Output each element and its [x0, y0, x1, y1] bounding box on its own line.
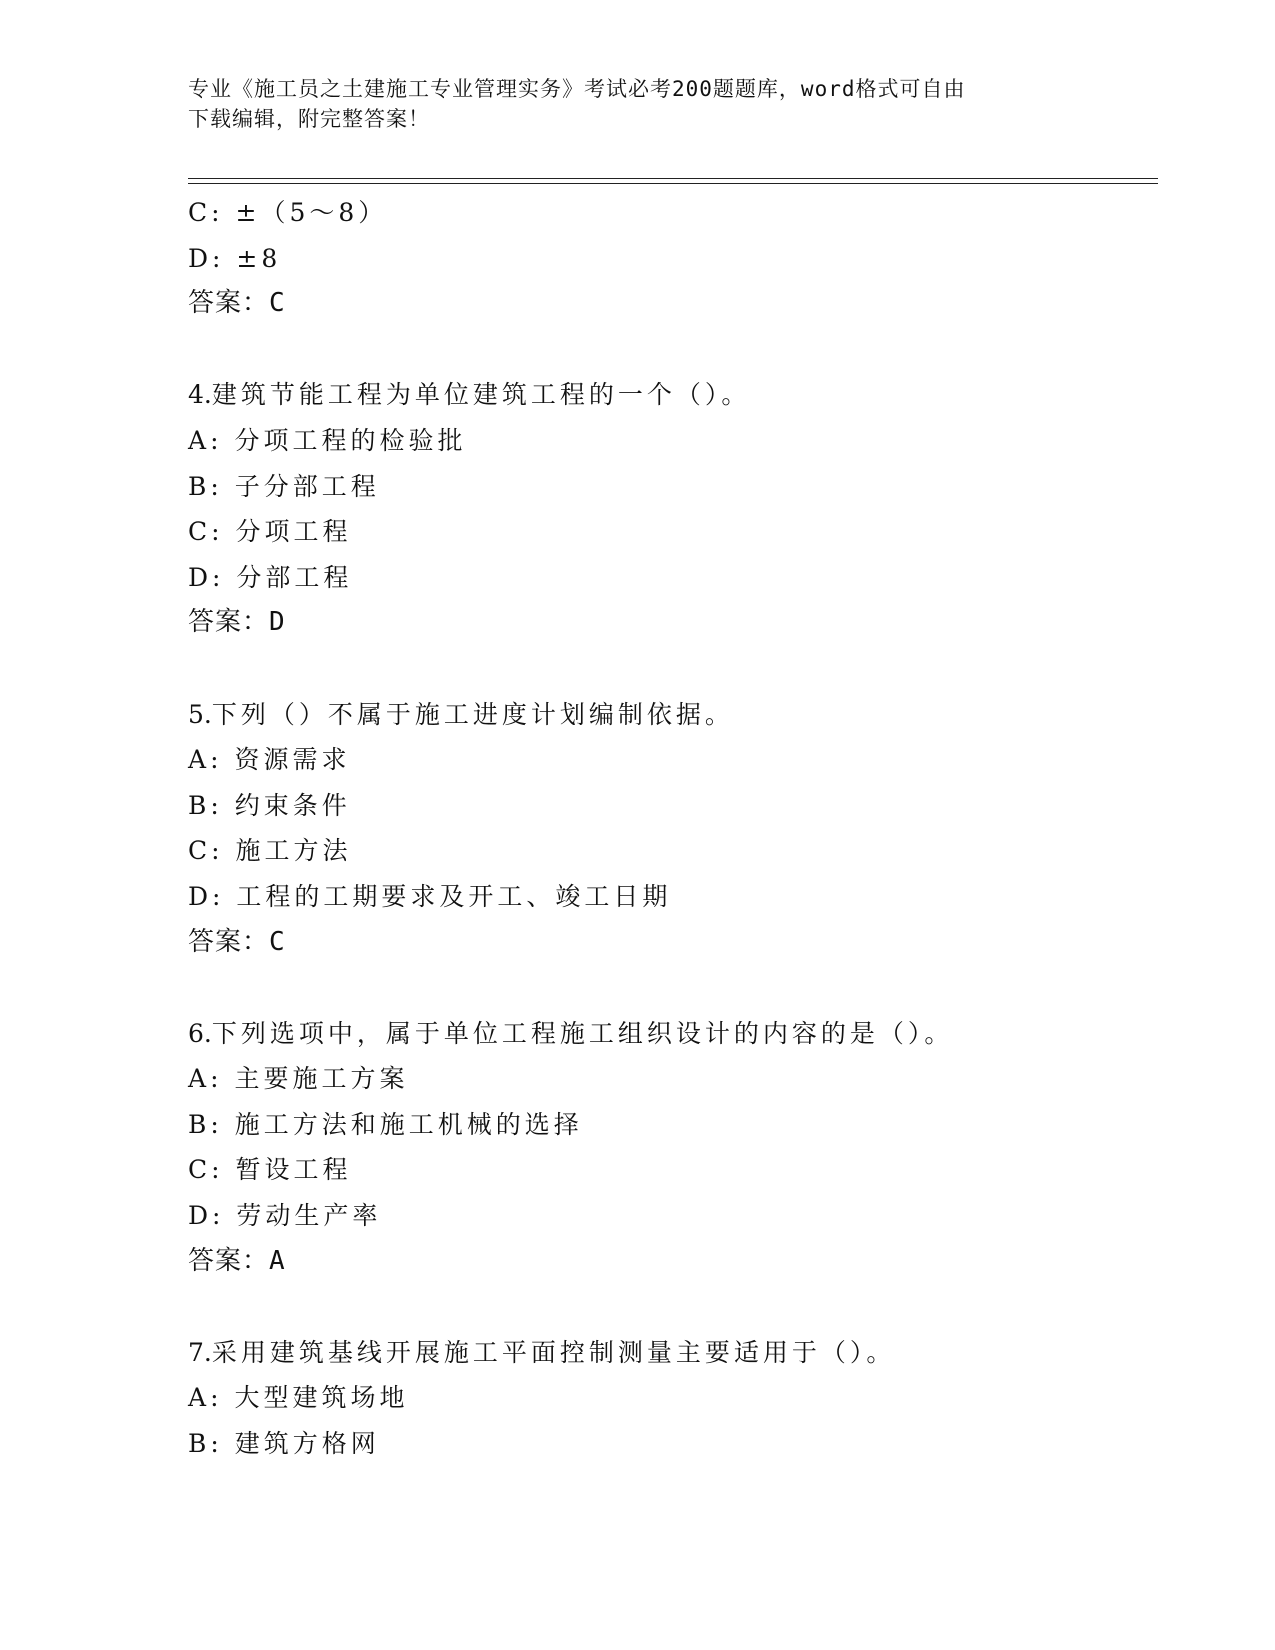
option-key: C — [188, 517, 212, 547]
option-line — [188, 509, 1168, 555]
option-text: 建筑方格网 — [234, 1429, 380, 1459]
option-line — [188, 1375, 1168, 1421]
question-5 — [188, 692, 1168, 966]
option-key: D — [188, 562, 213, 592]
option-key: C — [188, 1155, 212, 1185]
option-separator: : — [210, 790, 235, 820]
option-separator: : — [212, 1201, 237, 1231]
option-text: 工程的工期要求及开工、竣工日期 — [236, 881, 672, 911]
question-text: 下列选项中，属于单位工程施工组织设计的内容的是（）。 — [211, 1018, 954, 1048]
option-text: 施工方法 — [235, 836, 352, 866]
option-text: 分项工程 — [235, 517, 352, 547]
option-line — [188, 737, 1168, 783]
question-6 — [188, 1011, 1168, 1285]
option-separator: : — [210, 1109, 235, 1139]
answer-label: 答案： — [188, 926, 270, 957]
answer-label: 答案： — [188, 607, 270, 638]
option-separator: : — [212, 562, 237, 592]
question-7 — [188, 1330, 1168, 1467]
option-text: 施工方法和施工机械的选择 — [234, 1109, 583, 1139]
header-rule-top — [188, 178, 1158, 179]
option-text: 资源需求 — [234, 745, 351, 775]
option-separator: : — [210, 425, 235, 455]
option-line — [188, 190, 1168, 236]
question-list — [188, 190, 1168, 1467]
question-4 — [188, 372, 1168, 646]
question-stem — [188, 372, 1168, 418]
option-text: 分项工程的检验批 — [234, 425, 467, 455]
option-separator: : — [210, 1383, 235, 1413]
option-key: A — [188, 425, 211, 455]
question-gap — [188, 1284, 1168, 1330]
answer-value: A — [269, 1245, 286, 1276]
option-key: D — [188, 243, 213, 273]
answer-value: D — [269, 607, 286, 638]
option-separator: : — [212, 243, 237, 273]
option-separator: : — [212, 881, 237, 911]
option-text: 子分部工程 — [234, 471, 380, 501]
option-line — [188, 418, 1168, 464]
answer-label: 答案： — [188, 1245, 270, 1276]
option-separator: : — [211, 1155, 236, 1185]
option-line — [188, 874, 1168, 920]
question-text: 下列（）不属于施工进度计划编制依据。 — [211, 699, 734, 729]
option-text: ±8 — [236, 243, 282, 273]
option-key: C — [188, 836, 212, 866]
header-line-2: 下载编辑，附完整答案！ — [188, 107, 430, 131]
header-rule-bottom — [188, 183, 1158, 184]
option-separator: : — [211, 517, 236, 547]
partial-question — [188, 190, 1168, 327]
answer-label: 答案： — [188, 288, 270, 319]
question-gap — [188, 965, 1168, 1011]
option-separator: : — [210, 471, 235, 501]
option-line — [188, 783, 1168, 829]
option-line — [188, 1102, 1168, 1148]
question-number: 6. — [188, 1018, 212, 1048]
option-line — [188, 1056, 1168, 1102]
option-separator: : — [210, 1064, 235, 1094]
option-key: A — [188, 1383, 211, 1413]
option-key: B — [188, 1429, 211, 1459]
answer-line — [188, 281, 1168, 327]
header-line-1: 专业《施工员之土建施工专业管理实务》考试必考200题题库，word格式可自由 — [188, 77, 966, 101]
option-text: 分部工程 — [236, 562, 353, 592]
option-key: B — [188, 790, 211, 820]
option-key: D — [188, 881, 213, 911]
option-key: B — [188, 1109, 211, 1139]
document-header — [188, 74, 1088, 134]
option-line — [188, 1421, 1168, 1467]
option-key: D — [188, 1201, 213, 1231]
option-text: 大型建筑场地 — [234, 1383, 409, 1413]
option-line — [188, 1193, 1168, 1239]
question-number: 5. — [188, 699, 212, 729]
option-line — [188, 1147, 1168, 1193]
question-stem — [188, 1330, 1168, 1376]
option-key: A — [188, 745, 211, 775]
option-text: 劳动生产率 — [236, 1201, 382, 1231]
option-separator: : — [211, 836, 236, 866]
question-number: 7. — [188, 1337, 212, 1367]
question-stem — [188, 1011, 1168, 1057]
question-stem — [188, 692, 1168, 738]
option-line — [188, 828, 1168, 874]
answer-value: C — [269, 288, 286, 319]
option-line — [188, 464, 1168, 510]
option-key: B — [188, 471, 211, 501]
question-text: 采用建筑基线开展施工平面控制测量主要适用于（）。 — [211, 1337, 896, 1367]
option-separator: : — [210, 745, 235, 775]
question-gap — [188, 646, 1168, 692]
option-key: A — [188, 1064, 211, 1094]
option-separator: : — [211, 198, 236, 227]
question-number: 4. — [188, 380, 212, 410]
option-key: C — [188, 198, 212, 227]
question-gap — [188, 327, 1168, 373]
answer-line — [188, 600, 1168, 646]
option-separator: : — [210, 1429, 235, 1459]
option-text: 约束条件 — [234, 790, 351, 820]
option-line — [188, 236, 1168, 282]
option-text: 暂设工程 — [235, 1155, 352, 1185]
question-text: 建筑节能工程为单位建筑工程的一个（）。 — [211, 380, 751, 410]
option-line — [188, 555, 1168, 601]
answer-line — [188, 1239, 1168, 1285]
option-text: 主要施工方案 — [234, 1064, 409, 1094]
answer-value: C — [269, 926, 286, 957]
option-text: ±（5～8） — [235, 198, 388, 227]
answer-line — [188, 920, 1168, 966]
